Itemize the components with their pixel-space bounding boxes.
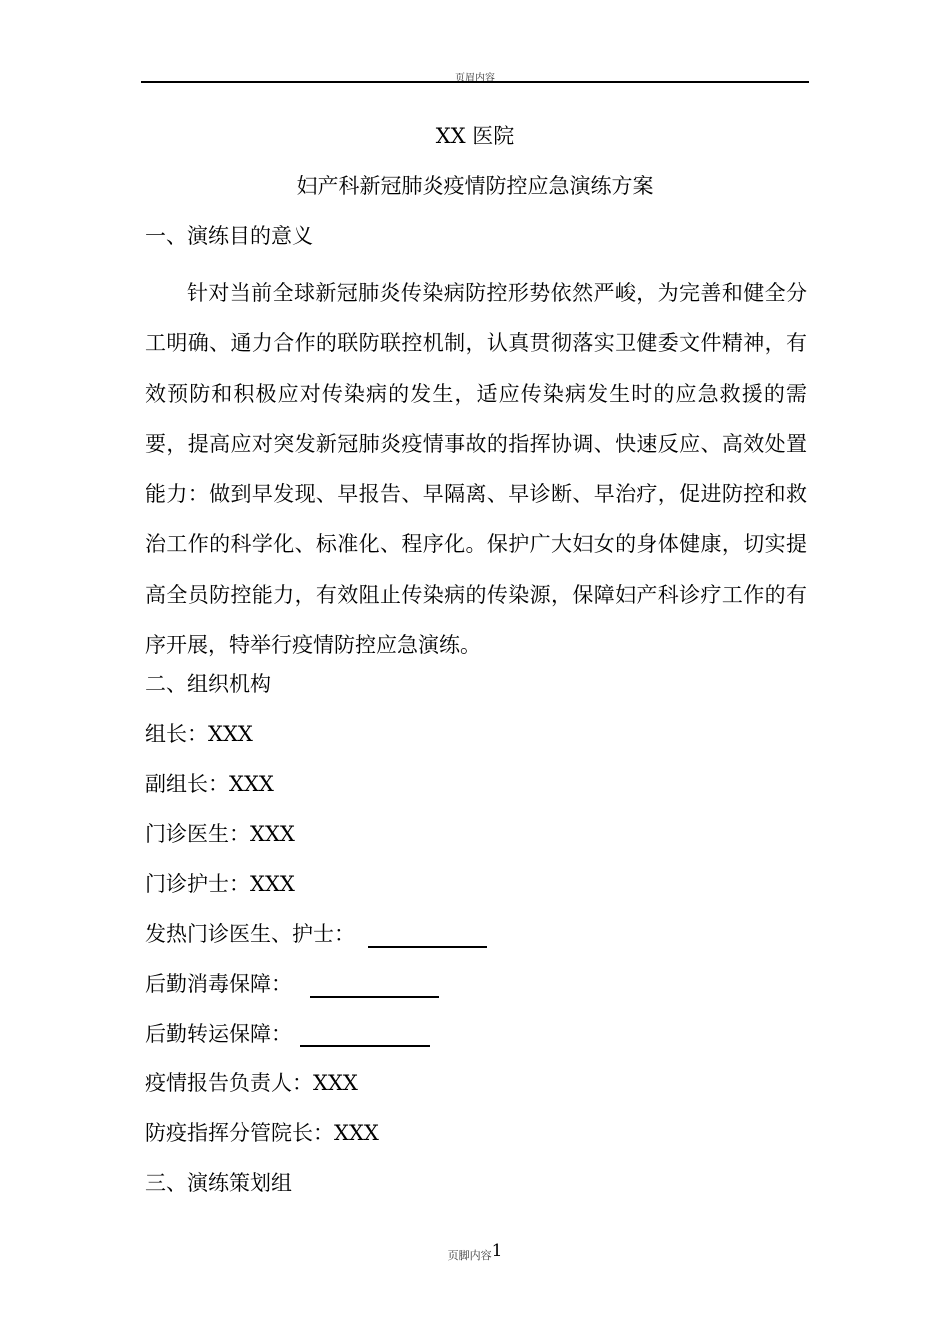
hospital-name: XX 医院 bbox=[435, 124, 515, 148]
org-transport: 后勤转运保障： bbox=[145, 1022, 292, 1046]
page-number: 1 bbox=[491, 1241, 503, 1261]
purpose-paragraph: 针对当前全球新冠肺炎传染病防控形势依然严峻，为完善和健全分工明确、通力合作的联防联控机制，认真贯彻落实卫健委文件精神，有效预防和积极应对传染病的发生，适应传染病发生时的应急救援的需要，提高应对突发新冠肺炎疫情事故的指挥协调、快速反应、高效处置能力：做到早发现、早报告、早隔离、早诊断、早治疗，促进防控和救治工作的科学化、标准化、程序化。保护广大妇女的身体健康，切实提高全员防控能力，有效阻止传染病的传染源，保障妇产科诊疗工作的有序开展，特举行疫情防控应急演练。 bbox=[145, 281, 807, 658]
org-fever-clinic: 发热门诊医生、护士： bbox=[145, 922, 355, 946]
section-heading-2: 二、组织机构 bbox=[145, 672, 271, 696]
org-disinfection: 后勤消毒保障： bbox=[145, 972, 292, 996]
org-leader: 组长：XXX bbox=[145, 722, 253, 746]
org-report-lead: 疫情报告负责人：XXX bbox=[145, 1071, 358, 1095]
section-heading-3: 三、演练策划组 bbox=[145, 1171, 292, 1195]
footer bbox=[0, 1243, 950, 1267]
org-clinic-nurse: 门诊护士：XXX bbox=[145, 872, 295, 896]
section-heading-1: 一、演练目的意义 bbox=[145, 224, 313, 248]
document-title: 妇产科新冠肺炎疫情防控应急演练方案 bbox=[296, 174, 654, 198]
org-command-lead: 防疫指挥分管院长：XXX bbox=[145, 1121, 379, 1145]
disinfection-blank bbox=[310, 996, 439, 998]
fever-clinic-blank bbox=[368, 946, 487, 948]
org-clinic-doctor: 门诊医生：XXX bbox=[145, 822, 295, 846]
header-rule bbox=[141, 81, 809, 83]
header-label: 页眉内容 bbox=[455, 73, 495, 84]
org-deputy-leader: 副组长：XXX bbox=[145, 772, 274, 796]
footer-label: 页脚内容 bbox=[447, 1249, 492, 1262]
transport-blank bbox=[300, 1045, 430, 1047]
